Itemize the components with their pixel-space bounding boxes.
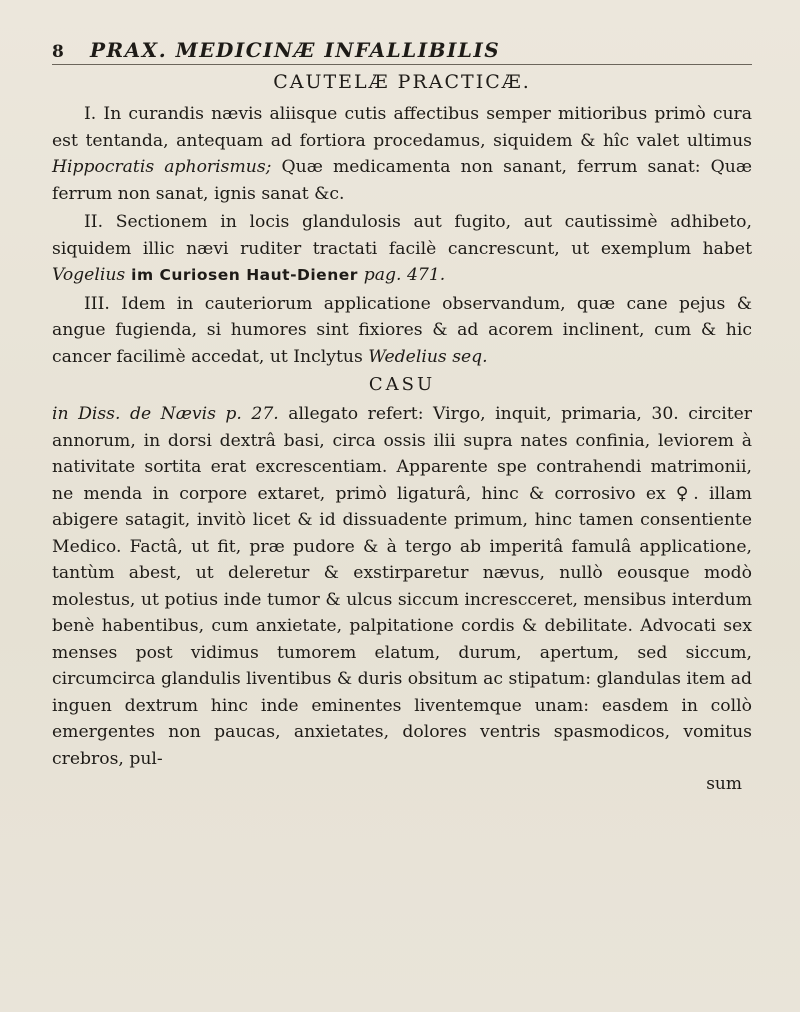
cautela-3 bbox=[52, 291, 752, 371]
catchword: sum bbox=[706, 774, 742, 794]
page-number: 8 bbox=[52, 42, 66, 62]
section-title: CAUTELÆ PRACTICÆ. bbox=[273, 71, 531, 93]
cautela-2-gothic: im Curiosen Haut-Diener bbox=[125, 266, 364, 284]
cautela-2-text-b: pag. 471. bbox=[363, 265, 446, 285]
cautela-2 bbox=[52, 209, 752, 289]
casus-heading: CASU bbox=[368, 374, 436, 395]
running-title: PRAX. MEDICINÆ INFALLIBILIS bbox=[90, 38, 501, 62]
cautela-3-italic: Wedelius seq. bbox=[368, 346, 488, 367]
cautela-2-text-a: II. Sectionem in locis glandulosis aut fugito, aut cautissimè adhibeto, siquidem illic nævi ruditer tractati facilè cancrescunt, ut exemplum habet bbox=[52, 212, 752, 259]
cautela-1-italic: Hippocratis aphorismus; bbox=[52, 157, 272, 177]
cautela-1-text-b: Quæ medicamenta non sanant, ferrum sanat: Quæ ferrum non sanat, ignis sanat &c. bbox=[52, 157, 753, 204]
casus-text: allegato refert: Virgo, inquit, primaria, 30. circiter annorum, in dorsi dextrâ basi, circa ossis ilii supra nates confinia, leviorem à nativitate sortita erat excrescentiam. Apparente spe contrahendi matrimonii, ne menda in corpore extaret, primò ligaturâ, hinc & corrosivo ex ♀. illam abigere satagit, invitò licet & id dissuadente primum, hinc tamen consentiente Medico. Factâ, ut fit, præ pudore & à tergo ab imperitâ famulâ applicatione, tantùm abest, ut deleretur & exstirparetur nævus, nullò eousque modò molestus, ut potius inde tumor & ulcus siccum increscceret, mensibus interdum benè habentibus, cum anxietate, palpitatione cordis & debilitate. Advocati sex menses post vidimus tumorem elatum, durum, apertum, sed siccum, circumcirca glandulis liventibus & duris obsitum ac stipatum: glandulas item ad inguen dextrum hinc inde eminentes liventemque unam: easdem in collò emergentes non paucas, anxietates, dolores ventris spasmodicos, vomitus crebros, pul- bbox=[52, 404, 752, 769]
cautela-1 bbox=[52, 101, 752, 207]
running-head bbox=[52, 38, 752, 65]
cautela-2-italic: Vogelius bbox=[52, 265, 126, 285]
casus-citation: in Diss. de Nævis p. 27. bbox=[52, 404, 279, 424]
casus-paragraph bbox=[52, 401, 752, 772]
cautela-1-text-a: I. In curandis nævis aliisque cutis affectibus semper mitioribus primò cura est tentanda, antequam ad fortiora procedamus, siquidem & hîc valet ultimus bbox=[52, 104, 752, 151]
cautela-3-text-a: III. Idem in cauteriorum applicatione observandum, quæ cane pejus & angue fugienda, si humores sint fixiores & ad acorem inclinent, cum & hic cancer facilimè accedat, ut Inclytus bbox=[52, 293, 752, 367]
